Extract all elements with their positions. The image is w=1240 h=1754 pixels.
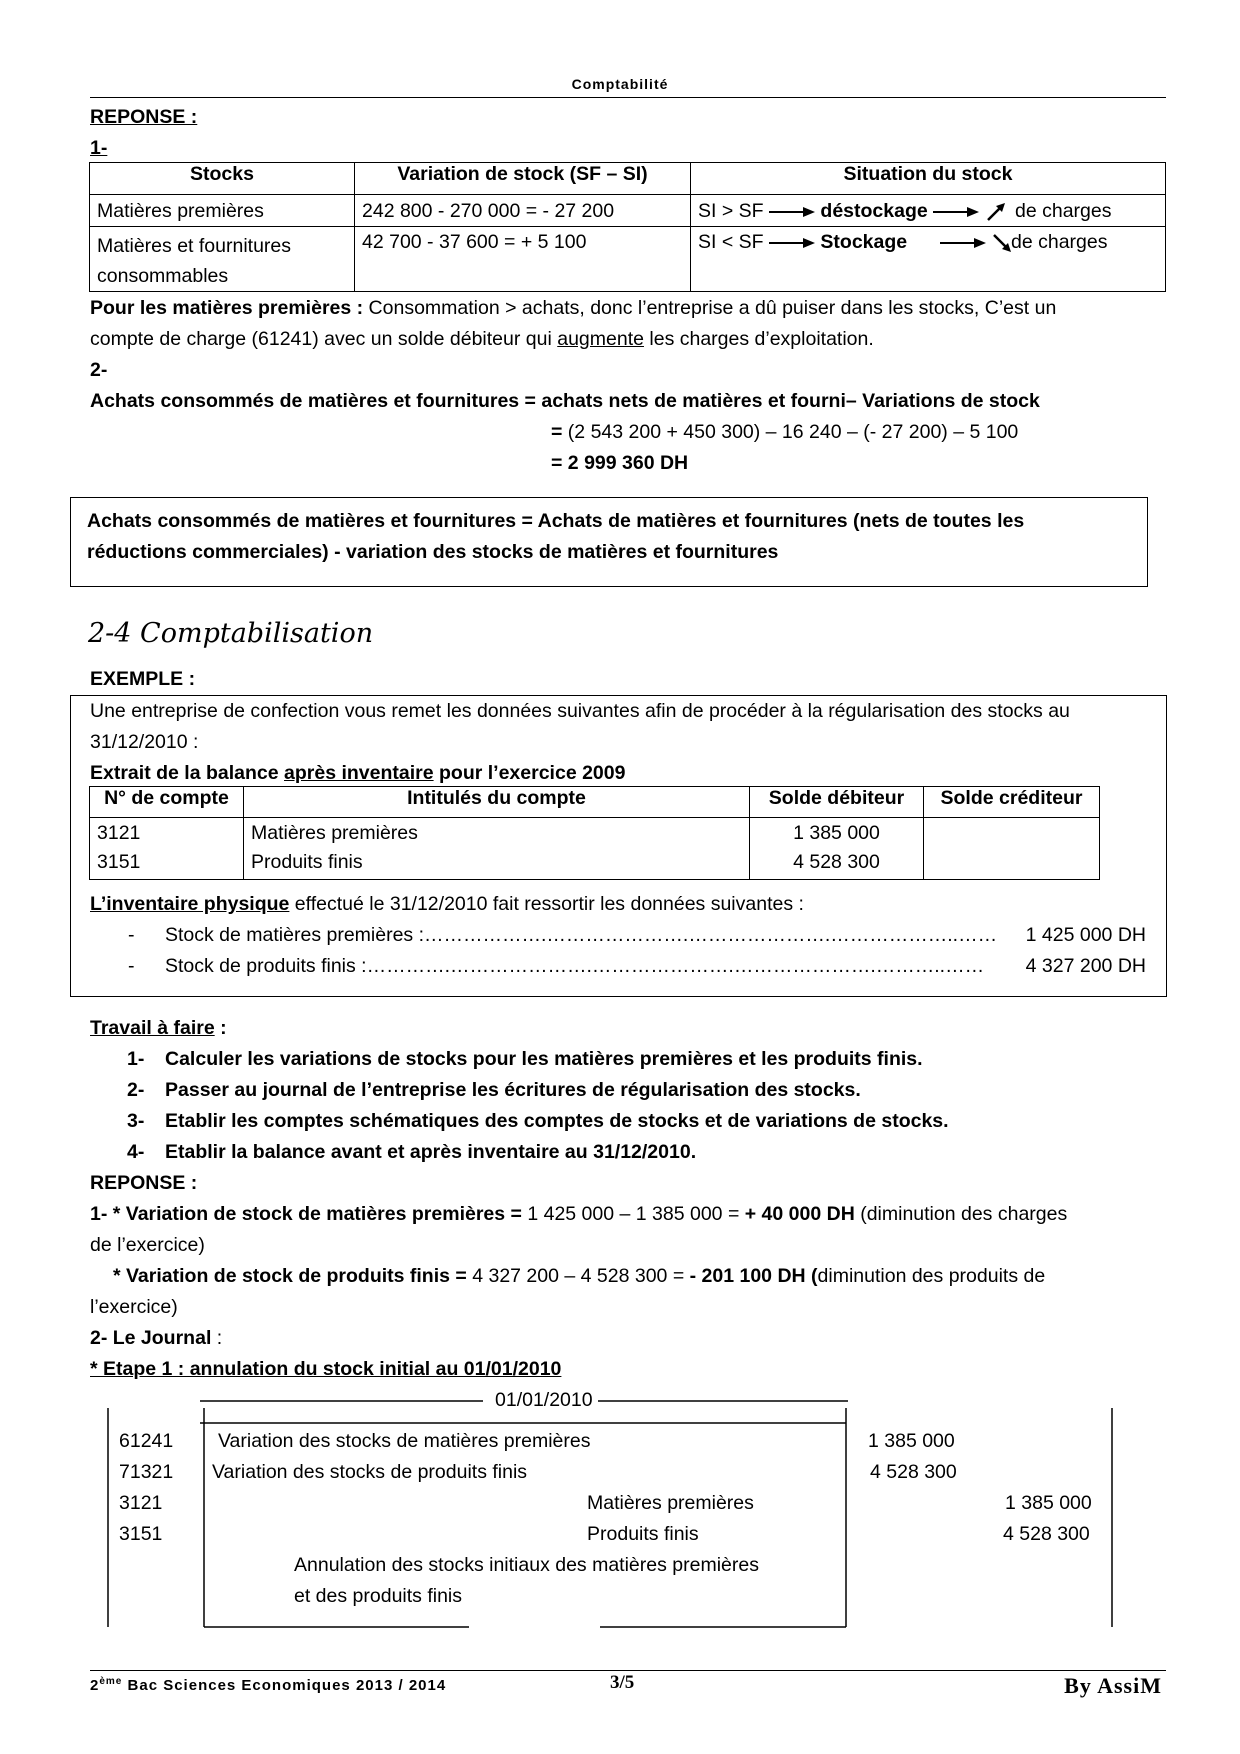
reponse-label: REPONSE :	[90, 106, 198, 128]
answer-2-cont: l’exercice)	[90, 1296, 178, 1318]
table-row: Matières et fournitures consommables 42 700 - 37 600 = + 5 100 SI < SF Stockage de charges	[90, 227, 1166, 292]
table-header: Intitulés du compte	[244, 787, 750, 818]
journal-debit: 4 528 300	[870, 1461, 957, 1483]
journal-label: Variation des stocks de produits finis	[212, 1461, 528, 1483]
table-header: Solde débiteur	[750, 787, 924, 818]
section-title: 2-4 Comptabilisation	[88, 618, 374, 649]
answer-1-cont: de l’exercice)	[90, 1234, 205, 1256]
journal-description-1: Annulation des stocks initiaux des matières premières	[294, 1554, 759, 1576]
result-line: = 2 999 360 DH	[551, 452, 689, 474]
note-line-1: Pour les matières premières : Consommation > achats, donc l’entreprise a dû puiser dans les stocks, C’est un	[90, 297, 1057, 319]
extrait-title: Extrait de la balance après inventaire pour l’exercice 2009	[90, 762, 626, 784]
table-row: 3151 Produits finis 4 528 300	[90, 849, 1100, 880]
answer-1-line: 1- * Variation de stock de matières premières = 1 425 000 – 1 385 000 = + 40 000 DH (diminution des charges	[90, 1203, 1068, 1225]
etape-title: * Etape 1 : annulation du stock initial au 01/01/2010	[90, 1358, 562, 1380]
footer-author: By AssiM	[1064, 1673, 1162, 1698]
exemple-label: EXEMPLE :	[90, 668, 196, 690]
footer-rule	[90, 1670, 1166, 1671]
travail-title: Travail à faire :	[90, 1017, 227, 1039]
calculation-line: = (2 543 200 + 450 300) – 16 240 – (- 27 200) – 5 100	[551, 421, 1019, 443]
journal-account: 61241	[119, 1430, 174, 1452]
journal-label: Produits finis	[587, 1523, 699, 1545]
table-header: Situation du stock	[691, 163, 1166, 195]
note-line-2: compte de charge (61241) avec un solde débiteur qui augmente les charges d’exploitation.	[90, 328, 874, 350]
table-header: Variation de stock (SF – SI)	[355, 163, 691, 195]
definition-line-2: réductions commerciales) - variation des stocks de matières et fournitures	[87, 541, 779, 563]
journal-description-2: et des produits finis	[294, 1585, 463, 1607]
item-value: 1 425 000 DH	[1025, 924, 1146, 946]
formula-line: Achats consommés de matières et fournitures = achats nets de matières et fourni– Variations de stock	[90, 390, 1040, 412]
answer-2-line: * Variation de stock de produits finis = 4 327 200 – 4 528 300 = - 201 100 DH (diminution des produits de	[113, 1265, 1046, 1287]
page-header-title: Comptabilité	[571, 76, 669, 92]
table-header: Solde créditeur	[924, 787, 1100, 818]
reponse-2-label: REPONSE :	[90, 1172, 198, 1194]
table-row: Matières premières 242 800 - 270 000 = - 27 200 SI > SF déstockage de charges	[90, 195, 1166, 227]
journal-label: Matières premières	[587, 1492, 754, 1514]
exemple-intro-2: 31/12/2010 :	[90, 731, 199, 753]
journal-title: 2- Le Journal :	[90, 1327, 223, 1349]
journal-credit: 4 528 300	[1003, 1523, 1090, 1545]
journal-credit: 1 385 000	[1005, 1492, 1092, 1514]
question-1-number: 1-	[90, 137, 108, 159]
inventaire-line: L’inventaire physique effectué le 31/12/2010 fait ressortir les données suivantes :	[90, 893, 804, 915]
list-item: 1- Calculer les variations de stocks pour les matières premières et les produits finis.	[127, 1048, 923, 1070]
footer-class: 2ème Bac Sciences Economiques 2013 / 2014	[90, 1676, 447, 1694]
journal-account: 3151	[119, 1523, 163, 1545]
table-row: 3121 Matières premières 1 385 000	[90, 818, 1100, 849]
journal-debit: 1 385 000	[868, 1430, 955, 1452]
list-item: 2- Passer au journal de l’entreprise les écritures de régularisation des stocks.	[127, 1079, 861, 1101]
journal-account: 71321	[119, 1461, 174, 1483]
list-item: 4- Etablir la balance avant et après inventaire au 31/12/2010.	[127, 1141, 697, 1163]
item-value: 4 327 200 DH	[1025, 955, 1146, 977]
list-item: - Stock de produits finis :………….………………….………………….………………….………..……	[128, 955, 985, 977]
definition-line-1: Achats consommés de matières et fournitures = Achats de matières et fournitures (nets de toutes les	[87, 510, 1025, 532]
page-number: 3/5	[610, 1672, 635, 1693]
journal-account: 3121	[119, 1492, 163, 1514]
exemple-intro-1: Une entreprise de confection vous remet les données suivantes afin de procéder à la régularisation des stocks au	[90, 700, 1070, 722]
list-item: - Stock de matières premières :……………….………………….………………….………………..……	[128, 924, 998, 946]
journal-label: Variation des stocks de matières premières	[218, 1430, 591, 1452]
journal-date: 01/01/2010	[492, 1389, 596, 1412]
table-header: Stocks	[90, 163, 355, 195]
question-2-number: 2-	[90, 359, 108, 381]
list-item: 3- Etablir les comptes schématiques des comptes de stocks et de variations de stocks.	[127, 1110, 949, 1132]
table-header: N° de compte	[90, 787, 244, 818]
